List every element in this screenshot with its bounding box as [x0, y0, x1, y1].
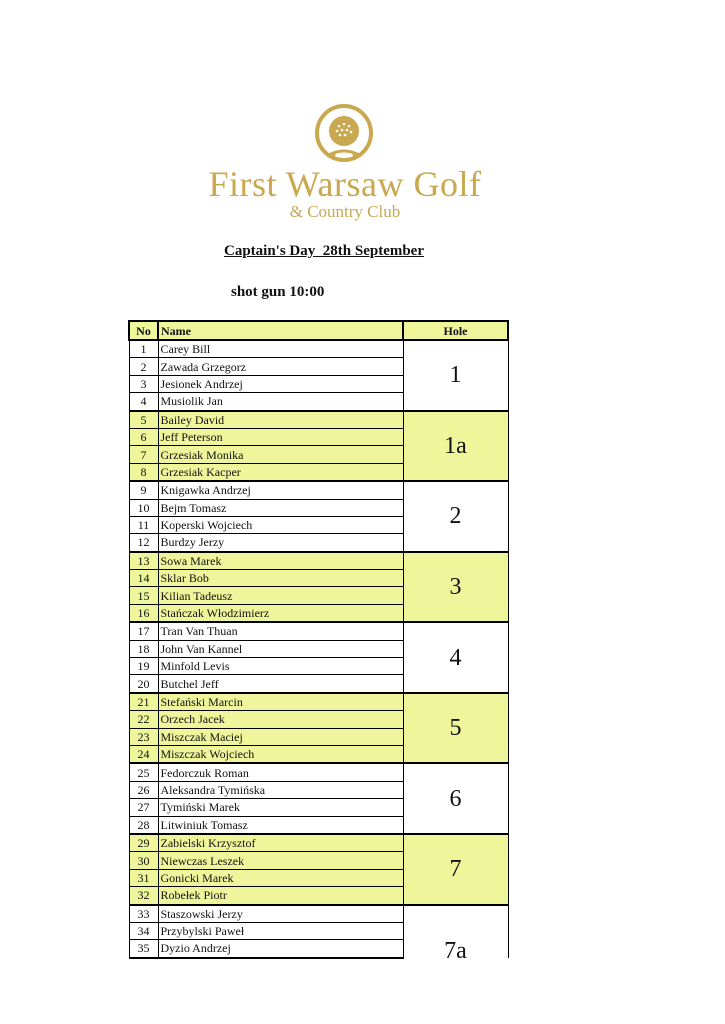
player-name: Minfold Levis: [158, 658, 403, 675]
player-number: 4: [129, 393, 158, 411]
table-row: [129, 763, 508, 781]
table-row: [129, 552, 508, 570]
table-row: [129, 411, 508, 429]
player-number: 13: [129, 552, 158, 570]
player-number: 14: [129, 570, 158, 587]
page-title: Captain's Day 28th September: [224, 243, 425, 259]
hole-number: 2: [403, 481, 508, 552]
player-name: Tymiński Marek: [158, 799, 403, 816]
player-number: 1: [129, 340, 158, 358]
club-subtitle: & Country Club: [289, 202, 401, 221]
player-name: Dyzio Andrzej: [158, 940, 403, 958]
player-name: Stefański Marcin: [158, 693, 403, 711]
player-number: 17: [129, 622, 158, 640]
player-number: 21: [129, 693, 158, 711]
start-time: shot gun 10:00: [231, 284, 325, 300]
player-name: Aleksandra Tymińska: [158, 781, 403, 798]
player-number: 24: [129, 745, 158, 763]
player-number: 32: [129, 887, 158, 905]
hole-number: 1a: [403, 411, 508, 482]
player-number: 23: [129, 728, 158, 745]
table-row: [129, 481, 508, 499]
hole-number: 6: [403, 763, 508, 834]
player-name: Miszczak Maciej: [158, 728, 403, 745]
player-name: Niewczas Leszek: [158, 852, 403, 869]
hole-number: 4: [403, 622, 508, 693]
player-name: Jeff Peterson: [158, 428, 403, 445]
player-name: Gonicki Marek: [158, 869, 403, 886]
table-row: [129, 834, 508, 852]
table-row: [129, 340, 508, 358]
player-name: Przybylski Paweł: [158, 922, 403, 939]
player-name: Grzesiak Monika: [158, 446, 403, 463]
player-name: Jesionek Andrzej: [158, 375, 403, 392]
player-number: 31: [129, 869, 158, 886]
player-number: 34: [129, 922, 158, 939]
player-number: 10: [129, 499, 158, 516]
pairings-table: [128, 320, 509, 959]
player-number: 27: [129, 799, 158, 816]
player-name: Robełek Piotr: [158, 887, 403, 905]
player-name: Burdzy Jerzy: [158, 534, 403, 552]
player-name: Zabielski Krzysztof: [158, 834, 403, 852]
hole-number: 3: [403, 552, 508, 623]
header-no: No: [129, 321, 158, 340]
hole-number: 5: [403, 693, 508, 764]
player-number: 7: [129, 446, 158, 463]
hole-number: 7: [403, 834, 508, 905]
player-name: Musiolik Jan: [158, 393, 403, 411]
player-name: Orzech Jacek: [158, 711, 403, 728]
player-name: Miszczak Wojciech: [158, 745, 403, 763]
player-name: Sowa Marek: [158, 552, 403, 570]
player-number: 9: [129, 481, 158, 499]
table-row: [129, 693, 508, 711]
player-name: Fedorczuk Roman: [158, 763, 403, 781]
player-number: 20: [129, 675, 158, 693]
table-row: [129, 622, 508, 640]
player-name: Bailey David: [158, 411, 403, 429]
hole-number: 7a: [403, 905, 508, 958]
header-name: Name: [158, 321, 403, 340]
player-number: 16: [129, 604, 158, 622]
player-name: Grzesiak Kacper: [158, 463, 403, 481]
player-name: Litwiniuk Tomasz: [158, 816, 403, 834]
table-row: [129, 905, 508, 923]
player-number: 15: [129, 587, 158, 604]
player-number: 35: [129, 940, 158, 958]
player-number: 28: [129, 816, 158, 834]
player-name: Kilian Tadeusz: [158, 587, 403, 604]
player-number: 22: [129, 711, 158, 728]
table-body: [129, 340, 508, 958]
player-number: 5: [129, 411, 158, 429]
player-number: 30: [129, 852, 158, 869]
player-number: 2: [129, 358, 158, 375]
player-name: Butchel Jeff: [158, 675, 403, 693]
player-name: John Van Kannel: [158, 640, 403, 657]
player-number: 26: [129, 781, 158, 798]
player-name: Stańczak Włodzimierz: [158, 604, 403, 622]
hole-number: 1: [403, 340, 508, 411]
player-number: 8: [129, 463, 158, 481]
player-number: 29: [129, 834, 158, 852]
player-number: 3: [129, 375, 158, 392]
player-name: Bejm Tomasz: [158, 499, 403, 516]
club-name: First Warsaw Golf: [208, 164, 482, 204]
player-name: Zawada Grzegorz: [158, 358, 403, 375]
player-number: 25: [129, 763, 158, 781]
player-name: Koperski Wojciech: [158, 516, 403, 533]
player-name: Staszowski Jerzy: [158, 905, 403, 923]
player-number: 18: [129, 640, 158, 657]
player-number: 12: [129, 534, 158, 552]
player-number: 11: [129, 516, 158, 533]
player-name: Knigawka Andrzej: [158, 481, 403, 499]
player-name: Carey Bill: [158, 340, 403, 358]
player-name: Tran Van Thuan: [158, 622, 403, 640]
player-number: 6: [129, 428, 158, 445]
player-number: 33: [129, 905, 158, 923]
club-logo: [195, 104, 495, 222]
table-header-row: [129, 321, 508, 340]
player-number: 19: [129, 658, 158, 675]
golf-ball-tree-icon: [313, 104, 375, 166]
header-hole: Hole: [403, 321, 508, 340]
player-name: Sklar Bob: [158, 570, 403, 587]
